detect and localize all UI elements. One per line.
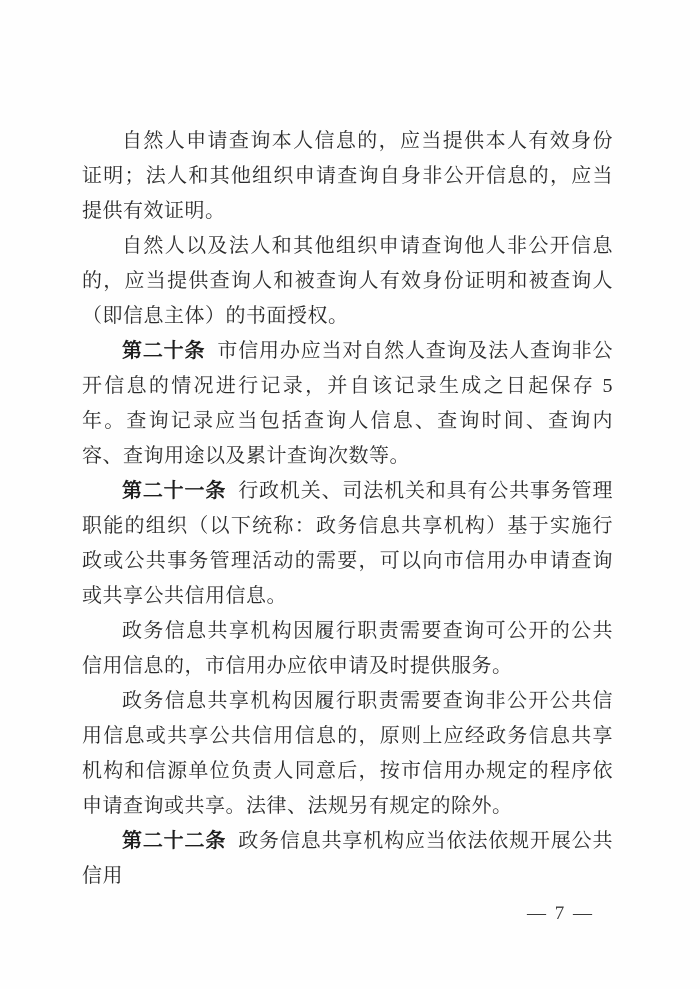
article-number: 第二十一条 xyxy=(122,480,227,502)
paragraph xyxy=(82,334,613,474)
paragraph xyxy=(82,474,613,614)
document-body xyxy=(82,124,613,894)
paragraph xyxy=(82,614,613,684)
paragraph xyxy=(82,124,613,229)
page-number: — 7 — xyxy=(527,903,594,924)
paragraph-text: 行政机关、司法机关和具有公共事务管理职能的组织（以下统称：政务信息共享机构）基于实施行政或公共事务管理活动的需要，可以向市信用办申请查询或共享公共信用信息。 xyxy=(82,480,614,607)
paragraph-text: 政务信息共享机构因履行职责需要查询非公开公共信用信息或共享公共信用信息的，原则上应经政务信息共享机构和信源单位负责人同意后，按市信用办规定的程序依申请查询或共享。法律、法规另有规定的除外。 xyxy=(82,690,613,817)
paragraph-text: 自然人申请查询本人信息的，应当提供本人有效身份证明；法人和其他组织申请查询自身非公开信息的，应当提供有效证明。 xyxy=(82,130,613,222)
paragraph xyxy=(82,824,613,894)
paragraph-text: 政务信息共享机构因履行职责需要查询可公开的公共信用信息的，市信用办应依申请及时提供服务。 xyxy=(82,620,613,677)
paragraph-text: 市信用办应当对自然人查询及法人查询非公开信息的情况进行记录，并自该记录生成之日起保存 5 年。查询记录应当包括查询人信息、查询时间、查询内容、查询用途以及累计查询次数等。 xyxy=(82,340,614,467)
article-number: 第二十条 xyxy=(122,340,206,362)
page-footer xyxy=(527,903,594,925)
paragraph xyxy=(82,684,613,824)
article-number: 第二十二条 xyxy=(122,830,227,852)
paragraph xyxy=(82,229,613,334)
paragraph-text: 政务信息共享机构应当依法依规开展公共信用 xyxy=(82,830,614,887)
paragraph-text: 自然人以及法人和其他组织申请查询他人非公开信息的，应当提供查询人和被查询人有效身份证明和被查询人（即信息主体）的书面授权。 xyxy=(82,235,613,327)
